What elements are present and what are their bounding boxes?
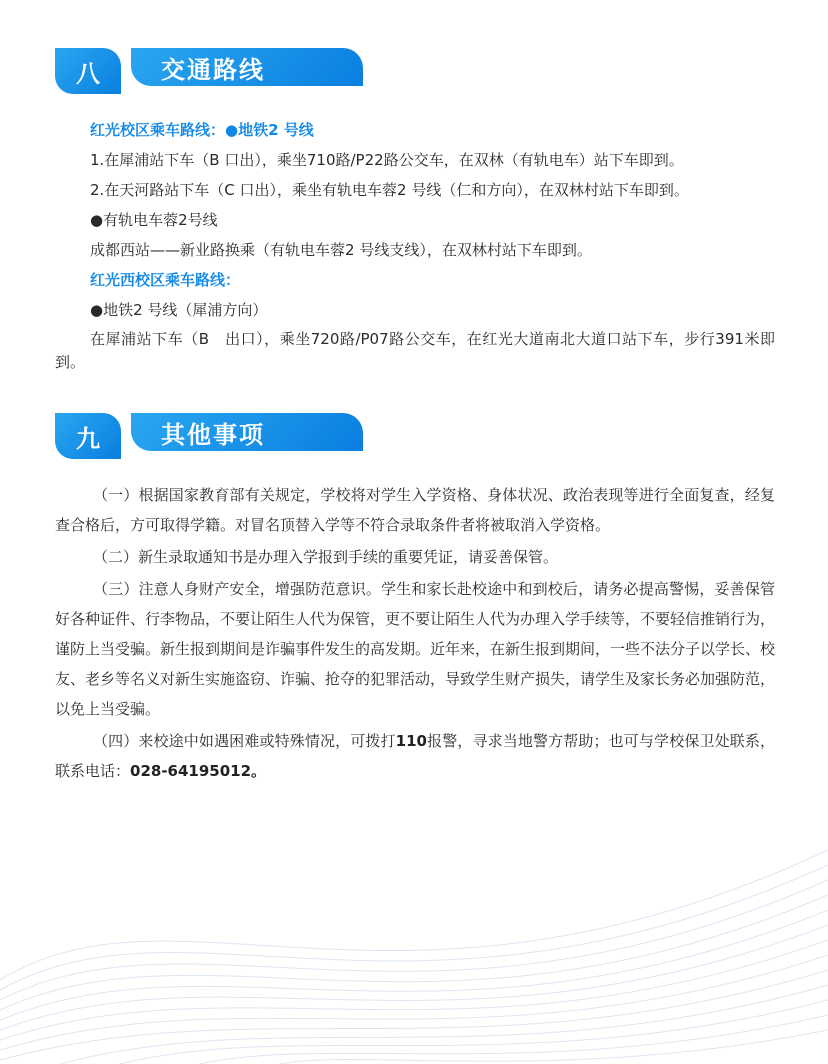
route-line-1: 1.在犀浦站下车（B 口出），乘坐710路/P22路公交车，在双林（有轨电车）站下车即到。 (90, 151, 684, 169)
section-9-content (55, 480, 775, 786)
west-route-line: 在犀浦站下车（B 出口），乘坐720路/P07路公交车，在红光大道南北大道口站下车，步行391米即到。 (55, 330, 775, 371)
section-number-badge: 九 (55, 413, 121, 459)
notice-paragraph-1: （一）根据国家教育部有关规定，学校将对学生入学资格、身体状况、政治表现等进行全面复查，经复查合格后，方可取得学籍。对冒名顶替入学等不符合录取条件者将被取消入学资格。 (55, 486, 775, 534)
notice-paragraph-2: （二）新生录取通知书是办理入学报到手续的重要凭证，请妥善保管。 (93, 548, 559, 566)
route-line-2: 2.在天河路站下车（C 口出），乘坐有轨电车蓉2 号线（仁和方向），在双林村站下车即到。 (90, 181, 689, 199)
metro-bullet: ●地铁2 号线（犀浦方向） (90, 301, 268, 319)
tram-route-line: 成都西站——新业路换乘（有轨电车蓉2 号线支线），在双林村站下车即到。 (90, 241, 592, 259)
notice-paragraph-3: （三）注意人身财产安全，增强防范意识。学生和家长赴校途中和到校后，请务必提高警惕，妥善保管好各种证件、行李物品，不要让陌生人代为保管，更不要让陌生人代为办理入学手续等，不要轻信推销行为，谨防上当受骗。新生报到期间是诈骗事件发生的高发期。近年来，在新生报到期间，一些不法分子以学长、校友、老乡等名义对新生实施盗窃、诈骗、抢夺的犯罪活动，导致学生财产损失，请学生及家长务必加强防范，以免上当受骗。 (55, 580, 776, 718)
tram-bullet: ●有轨电车蓉2号线 (90, 211, 218, 229)
section-8-content (55, 115, 775, 374)
notice-paragraph-4 (55, 726, 775, 786)
section-title: 交通路线 (131, 48, 363, 86)
security-phone-number: 028-64195012。 (130, 762, 267, 780)
police-number: 110 (395, 732, 427, 750)
hongguang-route-heading: 红光校区乘车路线：●地铁2 号线 (90, 121, 314, 139)
west-campus-route-heading: 红光西校区乘车路线： (90, 271, 241, 289)
notice-4-text-a: （四）来校途中如遇困难或特殊情况，可拨打 (93, 732, 396, 750)
notice-4-text-b: 报警，寻求当地警方帮助；也可与学校保卫处联系，联系电话： (55, 732, 775, 780)
section-title: 其他事项 (131, 413, 363, 451)
section-number-badge: 八 (55, 48, 121, 94)
